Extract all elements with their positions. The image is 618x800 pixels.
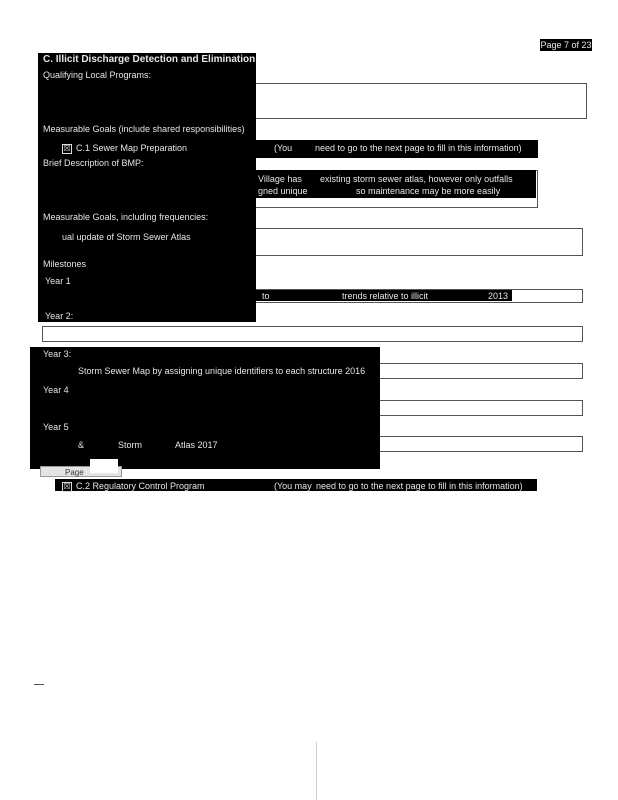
page-number: Page 7 of 23	[540, 40, 592, 50]
desc-line1-b: existing storm sewer atlas, however only outfalls	[320, 174, 513, 184]
section-title: C. Illicit Discharge Detection and Elimination	[43, 54, 256, 65]
measurable-goals-shared-label: Measurable Goals (include shared responsibilities)	[43, 124, 245, 134]
year5-text-a: &	[78, 440, 85, 450]
year2-label: Year 2:	[45, 311, 74, 321]
brief-description-label: Brief Description of BMP:	[43, 158, 144, 168]
scan-mark	[34, 684, 44, 685]
c2-row	[62, 481, 205, 492]
year1-text-a: to	[262, 291, 270, 301]
c1-note-a: (You	[274, 143, 293, 153]
year2-field[interactable]	[42, 326, 583, 342]
year5-text-b: Storm	[118, 440, 143, 450]
c1-label: C.1 Sewer Map Preparation	[76, 143, 188, 153]
c2-label: C.2 Regulatory Control Program	[76, 481, 205, 491]
c1-row	[62, 143, 187, 154]
page-nav-button[interactable]: Page	[40, 466, 122, 477]
year3-text: Storm Sewer Map by assigning unique identifiers to each structure 2016	[78, 366, 366, 376]
desc-line2-b: so maintenance may be more easily	[356, 186, 501, 196]
desc-line2-a: gned unique	[258, 186, 308, 196]
c1-checkbox[interactable]: ☒	[63, 143, 71, 153]
year1-label: Year 1	[45, 276, 71, 286]
year4-label: Year 4	[43, 385, 69, 395]
year3-label: Year 3:	[43, 349, 72, 359]
year5-label: Year 5	[43, 422, 69, 432]
c1-note-b: need to go to the next page to fill in this information)	[315, 143, 522, 153]
page-nav-mark	[90, 459, 118, 473]
year1-text-c: 2013	[488, 291, 509, 301]
c2-note-b: need to go to the next page to fill in this information)	[316, 481, 523, 491]
c2-note-a: (You may	[274, 481, 312, 491]
measurable-goals-label: Measurable Goals, including frequencies:	[43, 212, 209, 222]
milestones-label: Milestones	[43, 259, 87, 269]
year5-text-c: Atlas 2017	[175, 440, 218, 450]
year1-text-b: trends relative to illicit	[342, 291, 429, 301]
desc-line1-a: Village has	[258, 174, 302, 184]
goal-text: ual update of Storm Sewer Atlas	[62, 232, 191, 242]
scan-fold-line	[316, 742, 317, 800]
qualifying-programs-label: Qualifying Local Programs:	[43, 70, 152, 80]
c2-checkbox[interactable]: ☒	[63, 481, 71, 491]
